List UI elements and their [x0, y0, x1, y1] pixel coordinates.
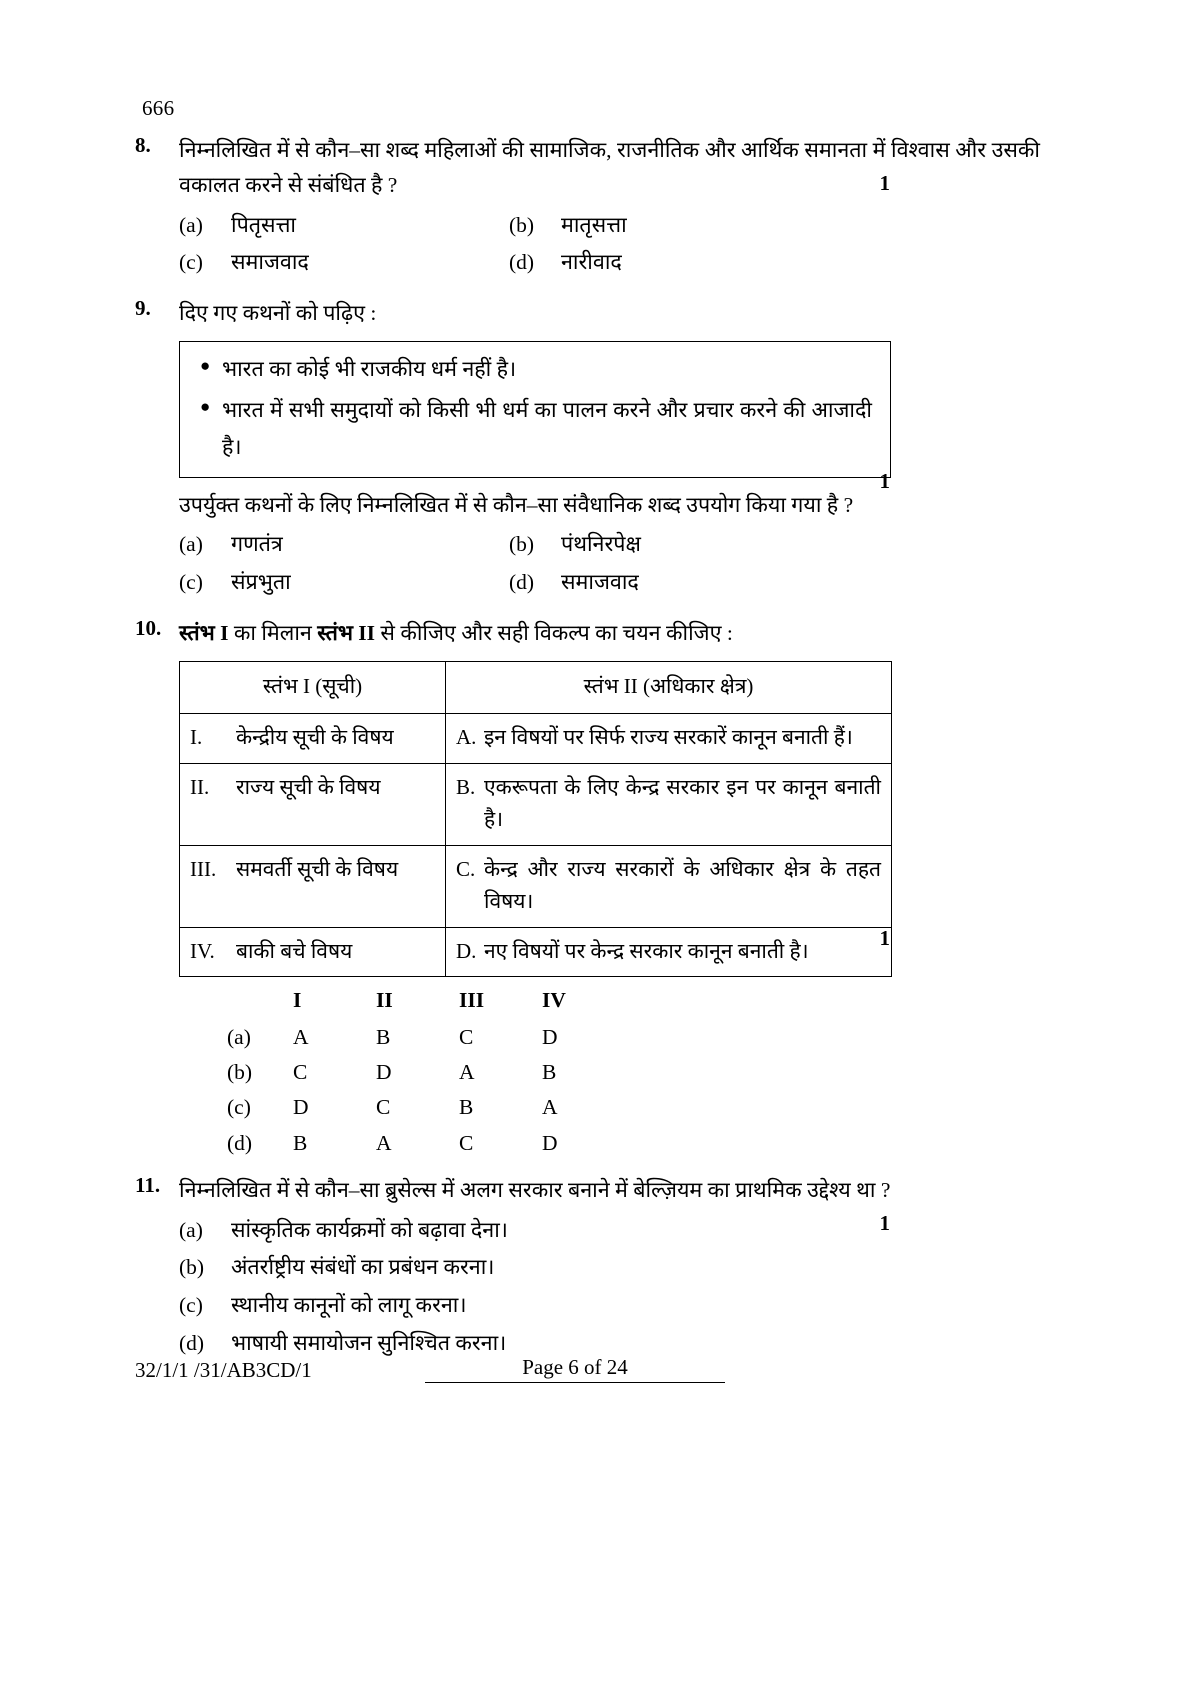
option-label: (c): [227, 1095, 251, 1120]
option-text: पितृसत्ता: [231, 212, 296, 237]
left-cell: [180, 927, 446, 977]
answer-option-a[interactable]: [227, 1020, 625, 1055]
statements-box: [179, 341, 891, 478]
option-b[interactable]: [179, 1249, 1040, 1287]
stem-mid: का मिलान: [228, 620, 318, 645]
right-text: एकरूपता के लिए केन्द्र सरकार इन पर कानून बनाती है।: [484, 774, 881, 832]
page-number: Page 6 of 24: [425, 1355, 725, 1383]
left-cell: [180, 763, 446, 845]
option-text: पंथनिरपेक्ष: [561, 532, 641, 557]
answer-grid: [227, 983, 625, 1161]
question-11: [135, 1173, 1040, 1362]
paper-code: 666: [142, 96, 175, 120]
value-1: C: [293, 1060, 308, 1084]
option-text: संप्रभुता: [231, 570, 291, 595]
question-number: 8.: [135, 133, 151, 157]
empty-cell: [227, 983, 293, 1019]
left-marker: I.: [190, 725, 203, 750]
question-number: 10.: [135, 615, 162, 640]
right-marker: C.: [456, 856, 476, 881]
right-cell: [446, 927, 892, 977]
table-row: [180, 927, 892, 977]
left-text: केन्द्रीय सूची के विषय: [236, 725, 394, 750]
option-text: मातृसत्ता: [561, 212, 627, 237]
table-header-row: [180, 661, 892, 714]
grid-col-2: II: [376, 988, 393, 1013]
left-marker: III.: [190, 856, 217, 881]
options-list: [179, 526, 1040, 601]
statement-text: भारत का कोई भी राजकीय धर्म नहीं है।: [222, 356, 517, 381]
page-footer: [135, 1355, 1040, 1383]
bullet-icon: ●: [200, 396, 211, 416]
option-a[interactable]: [179, 207, 509, 245]
option-text: स्थानीय कानूनों को लागू करना।: [231, 1293, 467, 1318]
paper-set-code: 32/1/1 /31/AB3CD/1: [135, 1358, 312, 1382]
value-2: C: [376, 1095, 391, 1120]
option-row: [179, 526, 1040, 564]
marks-label: 1: [879, 171, 890, 195]
option-b[interactable]: [509, 526, 641, 564]
column-1-ref: स्तंभ I: [179, 620, 229, 645]
option-label: (d): [179, 1330, 205, 1355]
option-a[interactable]: [179, 526, 509, 564]
left-marker: IV.: [190, 938, 215, 963]
option-label: (b): [509, 212, 535, 237]
grid-col-3: III: [459, 988, 485, 1013]
option-row: [179, 207, 1040, 245]
option-label: (a): [179, 212, 203, 237]
options-list: [179, 207, 1040, 282]
question-followup: उपर्युक्त कथनों के लिए निम्नलिखित में से कौन–सा संवैधानिक शब्द उपयोग किया गया है ?: [179, 492, 854, 517]
grid-col-4: IV: [542, 988, 566, 1013]
option-text: सांस्कृतिक कार्यक्रमों को बढ़ावा देना।: [231, 1217, 508, 1242]
right-cell: [446, 763, 892, 845]
value-3: C: [459, 1130, 474, 1155]
option-label: (d): [227, 1130, 253, 1155]
option-label: (a): [227, 1024, 251, 1049]
question-stem: निम्नलिखित में से कौन–सा ब्रुसेल्स में अलग सरकार बनाने में बेल्ज़ियम का प्राथमिक उद्देश्य था ?: [179, 1177, 891, 1202]
column-header-1: स्तंभ I (सूची): [180, 661, 446, 714]
left-text: समवर्ती सूची के विषय: [236, 856, 399, 881]
answer-grid-header: [227, 983, 625, 1019]
option-label: (d): [509, 570, 535, 595]
right-cell: [446, 845, 892, 927]
options-list: [179, 1212, 1040, 1363]
table-row: [180, 714, 892, 764]
table-row: [180, 845, 892, 927]
option-b[interactable]: [509, 207, 627, 245]
question-number: 11.: [135, 1172, 161, 1197]
question-stem: निम्नलिखित में से कौन–सा शब्द महिलाओं की सामाजिक, राजनीतिक और आर्थिक समानता में विश्वास और उसकी वकालत करने से संबंधित है ?: [179, 138, 1040, 197]
question-number: 9.: [135, 295, 151, 320]
value-4: A: [542, 1095, 558, 1120]
left-marker: II.: [190, 774, 210, 799]
option-d[interactable]: [509, 564, 639, 602]
value-3: B: [459, 1095, 474, 1120]
option-label: (b): [509, 532, 535, 557]
grid-col-1: I: [293, 988, 302, 1013]
column-header-2: स्तंभ II (अधिकार क्षेत्र): [446, 661, 892, 714]
question-8: [135, 133, 1040, 282]
option-label: (c): [179, 570, 203, 595]
option-d[interactable]: [509, 244, 622, 282]
answer-option-d[interactable]: [227, 1126, 625, 1161]
value-4: D: [542, 1024, 558, 1049]
value-1: A: [293, 1024, 309, 1049]
option-label: (c): [179, 250, 203, 275]
left-text: बाकी बचे विषय: [236, 938, 353, 963]
value-4: D: [542, 1130, 558, 1155]
option-label: (b): [227, 1060, 253, 1084]
right-text: इन विषयों पर सिर्फ राज्य सरकारें कानून बनाती हैं।: [484, 725, 853, 750]
question-10: [135, 616, 1040, 1161]
bullet-icon: ●: [200, 355, 211, 375]
marks-label: 1: [879, 925, 890, 950]
option-text: नारीवाद: [561, 250, 622, 275]
option-c[interactable]: [179, 564, 509, 602]
option-text: समाजवाद: [231, 250, 309, 275]
question-stem: [179, 616, 1040, 651]
value-2: D: [376, 1060, 392, 1084]
right-marker: D.: [456, 938, 477, 963]
question-9: [135, 296, 1040, 602]
option-text: अंतर्राष्ट्रीय संबंधों का प्रबंधन करना।: [231, 1255, 495, 1280]
option-a[interactable]: [179, 1212, 1040, 1250]
option-text: गणतंत्र: [231, 532, 283, 557]
value-2: B: [376, 1024, 391, 1049]
right-cell: [446, 714, 892, 764]
table-row: [180, 763, 892, 845]
value-1: B: [293, 1130, 308, 1155]
option-row: [179, 1249, 1040, 1287]
statement-item: [198, 392, 872, 466]
value-1: D: [293, 1095, 309, 1120]
option-c[interactable]: [179, 244, 509, 282]
right-text: केन्द्र और राज्य सरकारों के अधिकार क्षेत्र के तहत विषय।: [484, 856, 881, 914]
value-2: A: [376, 1130, 392, 1155]
right-marker: A.: [456, 725, 477, 750]
option-row: [179, 1287, 1040, 1325]
option-row: [179, 244, 1040, 282]
option-row: [179, 564, 1040, 602]
left-cell: [180, 845, 446, 927]
right-text: नए विषयों पर केन्द्र सरकार कानून बनाती है।: [484, 938, 809, 963]
answer-option-c[interactable]: [227, 1090, 625, 1125]
marks-label: 1: [879, 1210, 890, 1235]
option-label: (a): [179, 532, 203, 557]
option-text: समाजवाद: [561, 570, 639, 595]
value-3: C: [459, 1024, 474, 1049]
option-c[interactable]: [179, 1287, 1040, 1325]
column-2-ref: स्तंभ II: [317, 620, 376, 645]
option-label: (d): [509, 250, 535, 275]
option-label: (a): [179, 1217, 203, 1242]
right-marker: B.: [456, 774, 476, 799]
answer-option-b[interactable]: [227, 1055, 625, 1090]
option-text: भाषायी समायोजन सुनिश्चित करना।: [231, 1330, 507, 1355]
option-label: (b): [179, 1255, 205, 1280]
left-cell: [180, 714, 446, 764]
question-stem: दिए गए कथनों को पढ़िए :: [179, 300, 377, 325]
marks-label: 1: [879, 468, 890, 493]
stem-post: से कीजिए और सही विकल्प का चयन कीजिए :: [375, 620, 733, 645]
option-row: [179, 1212, 1040, 1250]
statement-item: [198, 351, 872, 388]
statement-text: भारत में सभी समुदायों को किसी भी धर्म का पालन करने और प्रचार करने की आजादी है।: [222, 397, 872, 459]
match-table: [179, 661, 892, 978]
option-label: (c): [179, 1293, 203, 1318]
value-3: A: [459, 1060, 475, 1084]
left-text: राज्य सूची के विषय: [236, 774, 381, 799]
value-4: B: [542, 1060, 557, 1084]
